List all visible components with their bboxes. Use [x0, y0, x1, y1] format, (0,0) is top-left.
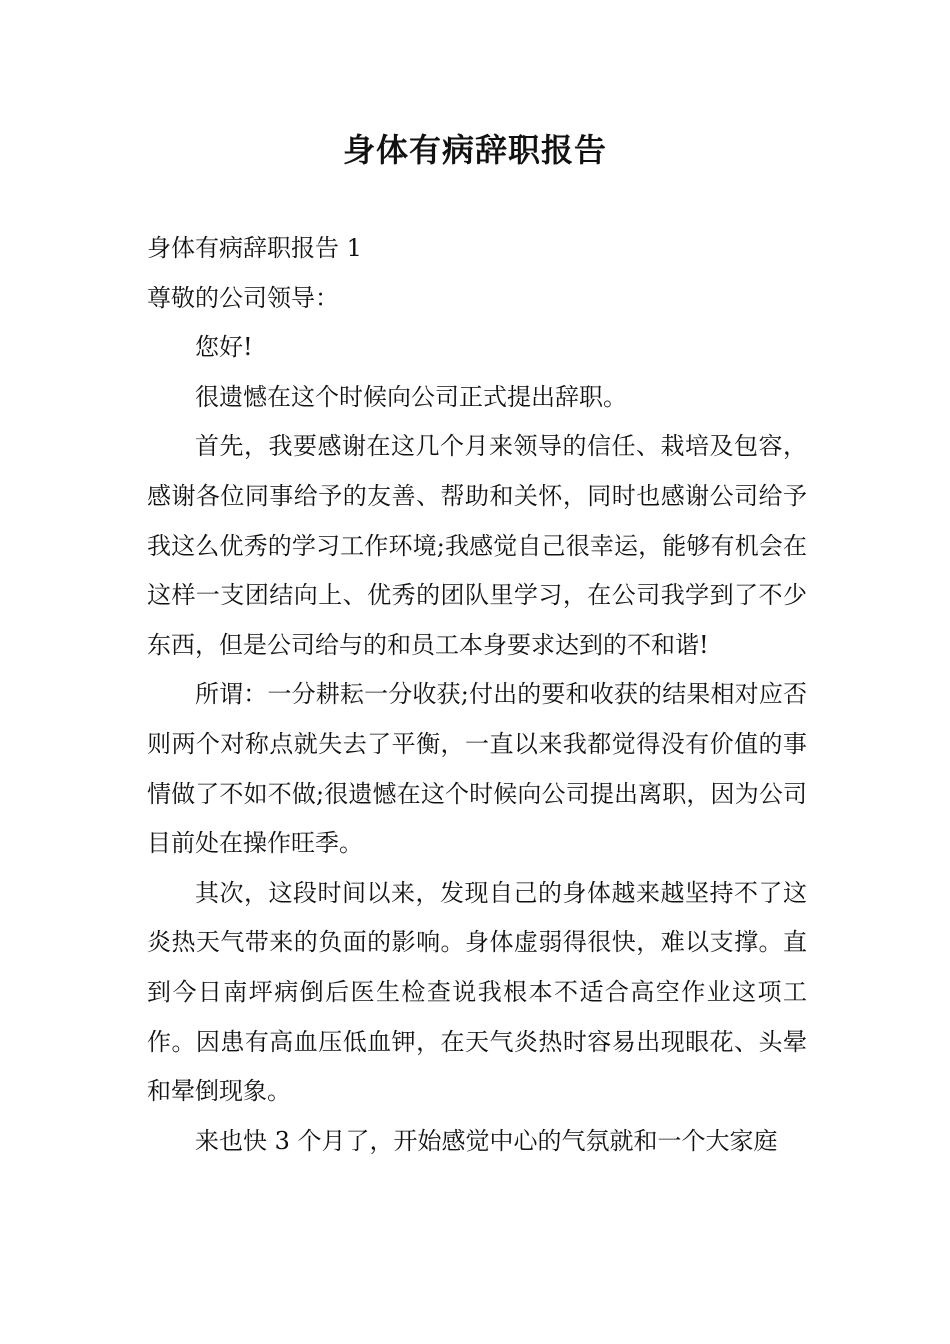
paragraph-health: 其次，这段时间以来，发现自己的身体越来越坚持不了这炎热天气带来的负面的影响。身体虚弱得很快，难以支撑。直到今日南坪病倒后医生检查说我根本不适合高空作业这项工作。因患有高血压低血钾，在天气炎热时容易出现眼花、头晕和晕倒现象。: [147, 878, 807, 1106]
document-title: 身体有病辞职报告: [342, 131, 607, 169]
paragraph-resignation-statement: 很遗憾在这个时候向公司正式提出辞职。: [195, 382, 627, 411]
salutation: 尊敬的公司领导：: [147, 283, 339, 312]
document-body: [147, 224, 807, 1166]
paragraph-greeting: 您好!: [195, 333, 253, 362]
section-heading: 身体有病辞职报告 1: [147, 234, 362, 262]
paragraph-gratitude: 首先，我要感谢在这几个月来领导的信任、栽培及包容，感谢各位同事给予的友善、帮助和关怀，同时也感谢公司给予我这么优秀的学习工作环境;我感觉自己很幸运，能够有机会在这样一支团结向上、优秀的团队里学习，在公司我学到了不少东西，但是公司给与的和员工本身要求达到的不和谐!: [147, 432, 807, 659]
paragraph-continuation: 来也快 3 个月了，开始感觉中心的气氛就和一个大家庭: [195, 1126, 778, 1155]
paragraph-reasoning: 所谓：一分耕耘一分收获;付出的要和收获的结果相对应否则两个对称点就失去了平衡，一直以来我都觉得没有价值的事情做了不如不做;很遗憾在这个时候向公司提出离职，因为公司目前处在操作旺季。: [147, 680, 807, 858]
